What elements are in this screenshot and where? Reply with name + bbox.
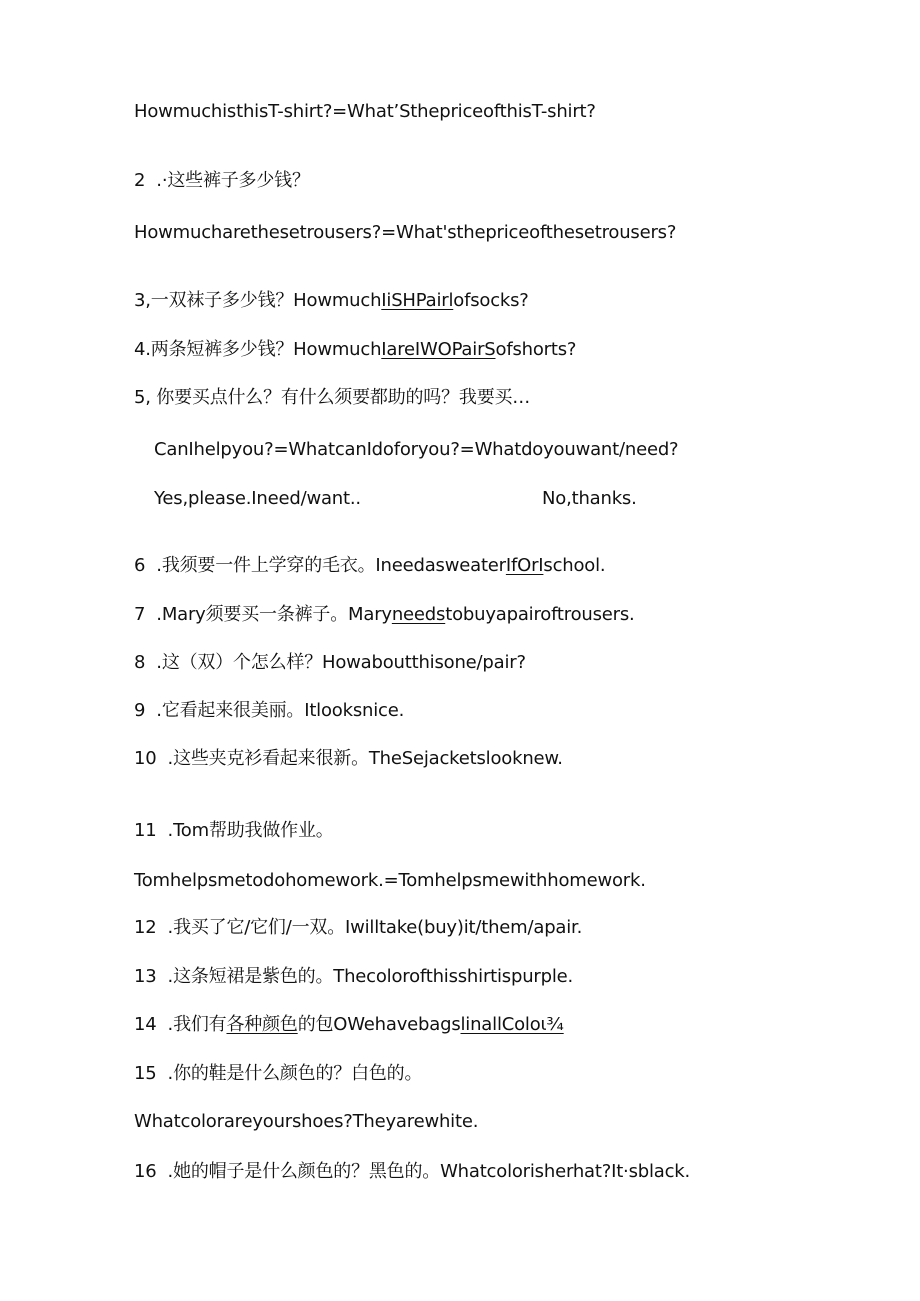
underlined-answer: needs [391,604,446,625]
underlined-answer: linallColoι¾ [460,1014,564,1035]
sentence-10: 10 .这些夹克衫看起来很新。TheSejacketslooknew. [134,748,563,769]
sentence-12: 12 .我买了它/它们/一双。Iwilltake(buy)it/them/apair. [134,917,583,938]
sentence-2-chinese: 2 .·这些裤子多少钱？ [134,170,310,191]
sentence-16: 16 .她的帽子是什么颜色的？黑色的。Whatcolorisherhat?It·sblack. [134,1161,691,1182]
sentence-2-english: Howmucharethesetrousers?=What'sthepriceofthesetrousers? [134,222,677,243]
sentence-5-english-yes: Yes,please.Ineed/want.. [154,488,361,509]
sentence-11-english: Tomhelpsmetodohomework.=Tomhelpsmewithhomework. [134,870,646,891]
sentence-6: 6 .我须要一件上学穿的毛衣。IneedasweaterIfOrIschool. [134,555,606,576]
sentence-11-chinese: 11 .Tom帮助我做作业。 [134,820,334,841]
sentence-13: 13 .这条短裙是紫色的。Thecolorofthisshirtispurple. [134,966,574,987]
sentence-5-english-1: CanIhelpyou?=WhatcanIdoforyou?=Whatdoyouwant/need? [154,439,679,460]
sentence-3: 3,一双袜子多少钱？HowmuchIiSHPairlofsocks? [134,290,529,311]
underlined-answer: IiSHPairl [381,290,454,311]
sentence-5-chinese: 5, 你要买点什么？有什么须要都助的吗？我要买… [134,387,531,408]
sentence-15-chinese: 15 .你的鞋是什么颜色的？白色的。 [134,1063,423,1084]
sentence-4: 4.两条短裤多少钱？HowmuchIareIWOPairSofshorts? [134,339,577,360]
sentence-14: 14 .我们有各种颜色的包OWehavebagslinallColoι¾ [134,1014,564,1035]
sentence-7: 7 .Mary须要买一条裤子。Maryneedstobuyapairoftrousers. [134,604,635,625]
sentence-9: 9 .它看起来很美丽。Itlooksnice. [134,700,405,721]
sentence-15-english: Whatcolorareyourshoes?Theyarewhite. [134,1111,479,1132]
sentence-1-english: HowmuchisthisT-shirt?=What’SthepriceofthisT-shirt? [134,101,596,122]
sentence-5-english-no: No,thanks. [542,488,637,509]
underlined-answer: IareIWOPairS [381,339,496,360]
sentence-8: 8 .这（双）个怎么样？Howaboutthisone/pair? [134,652,526,673]
underlined-answer: IfOrI [505,555,544,576]
underlined-answer: 各种颜色 [226,1014,298,1035]
